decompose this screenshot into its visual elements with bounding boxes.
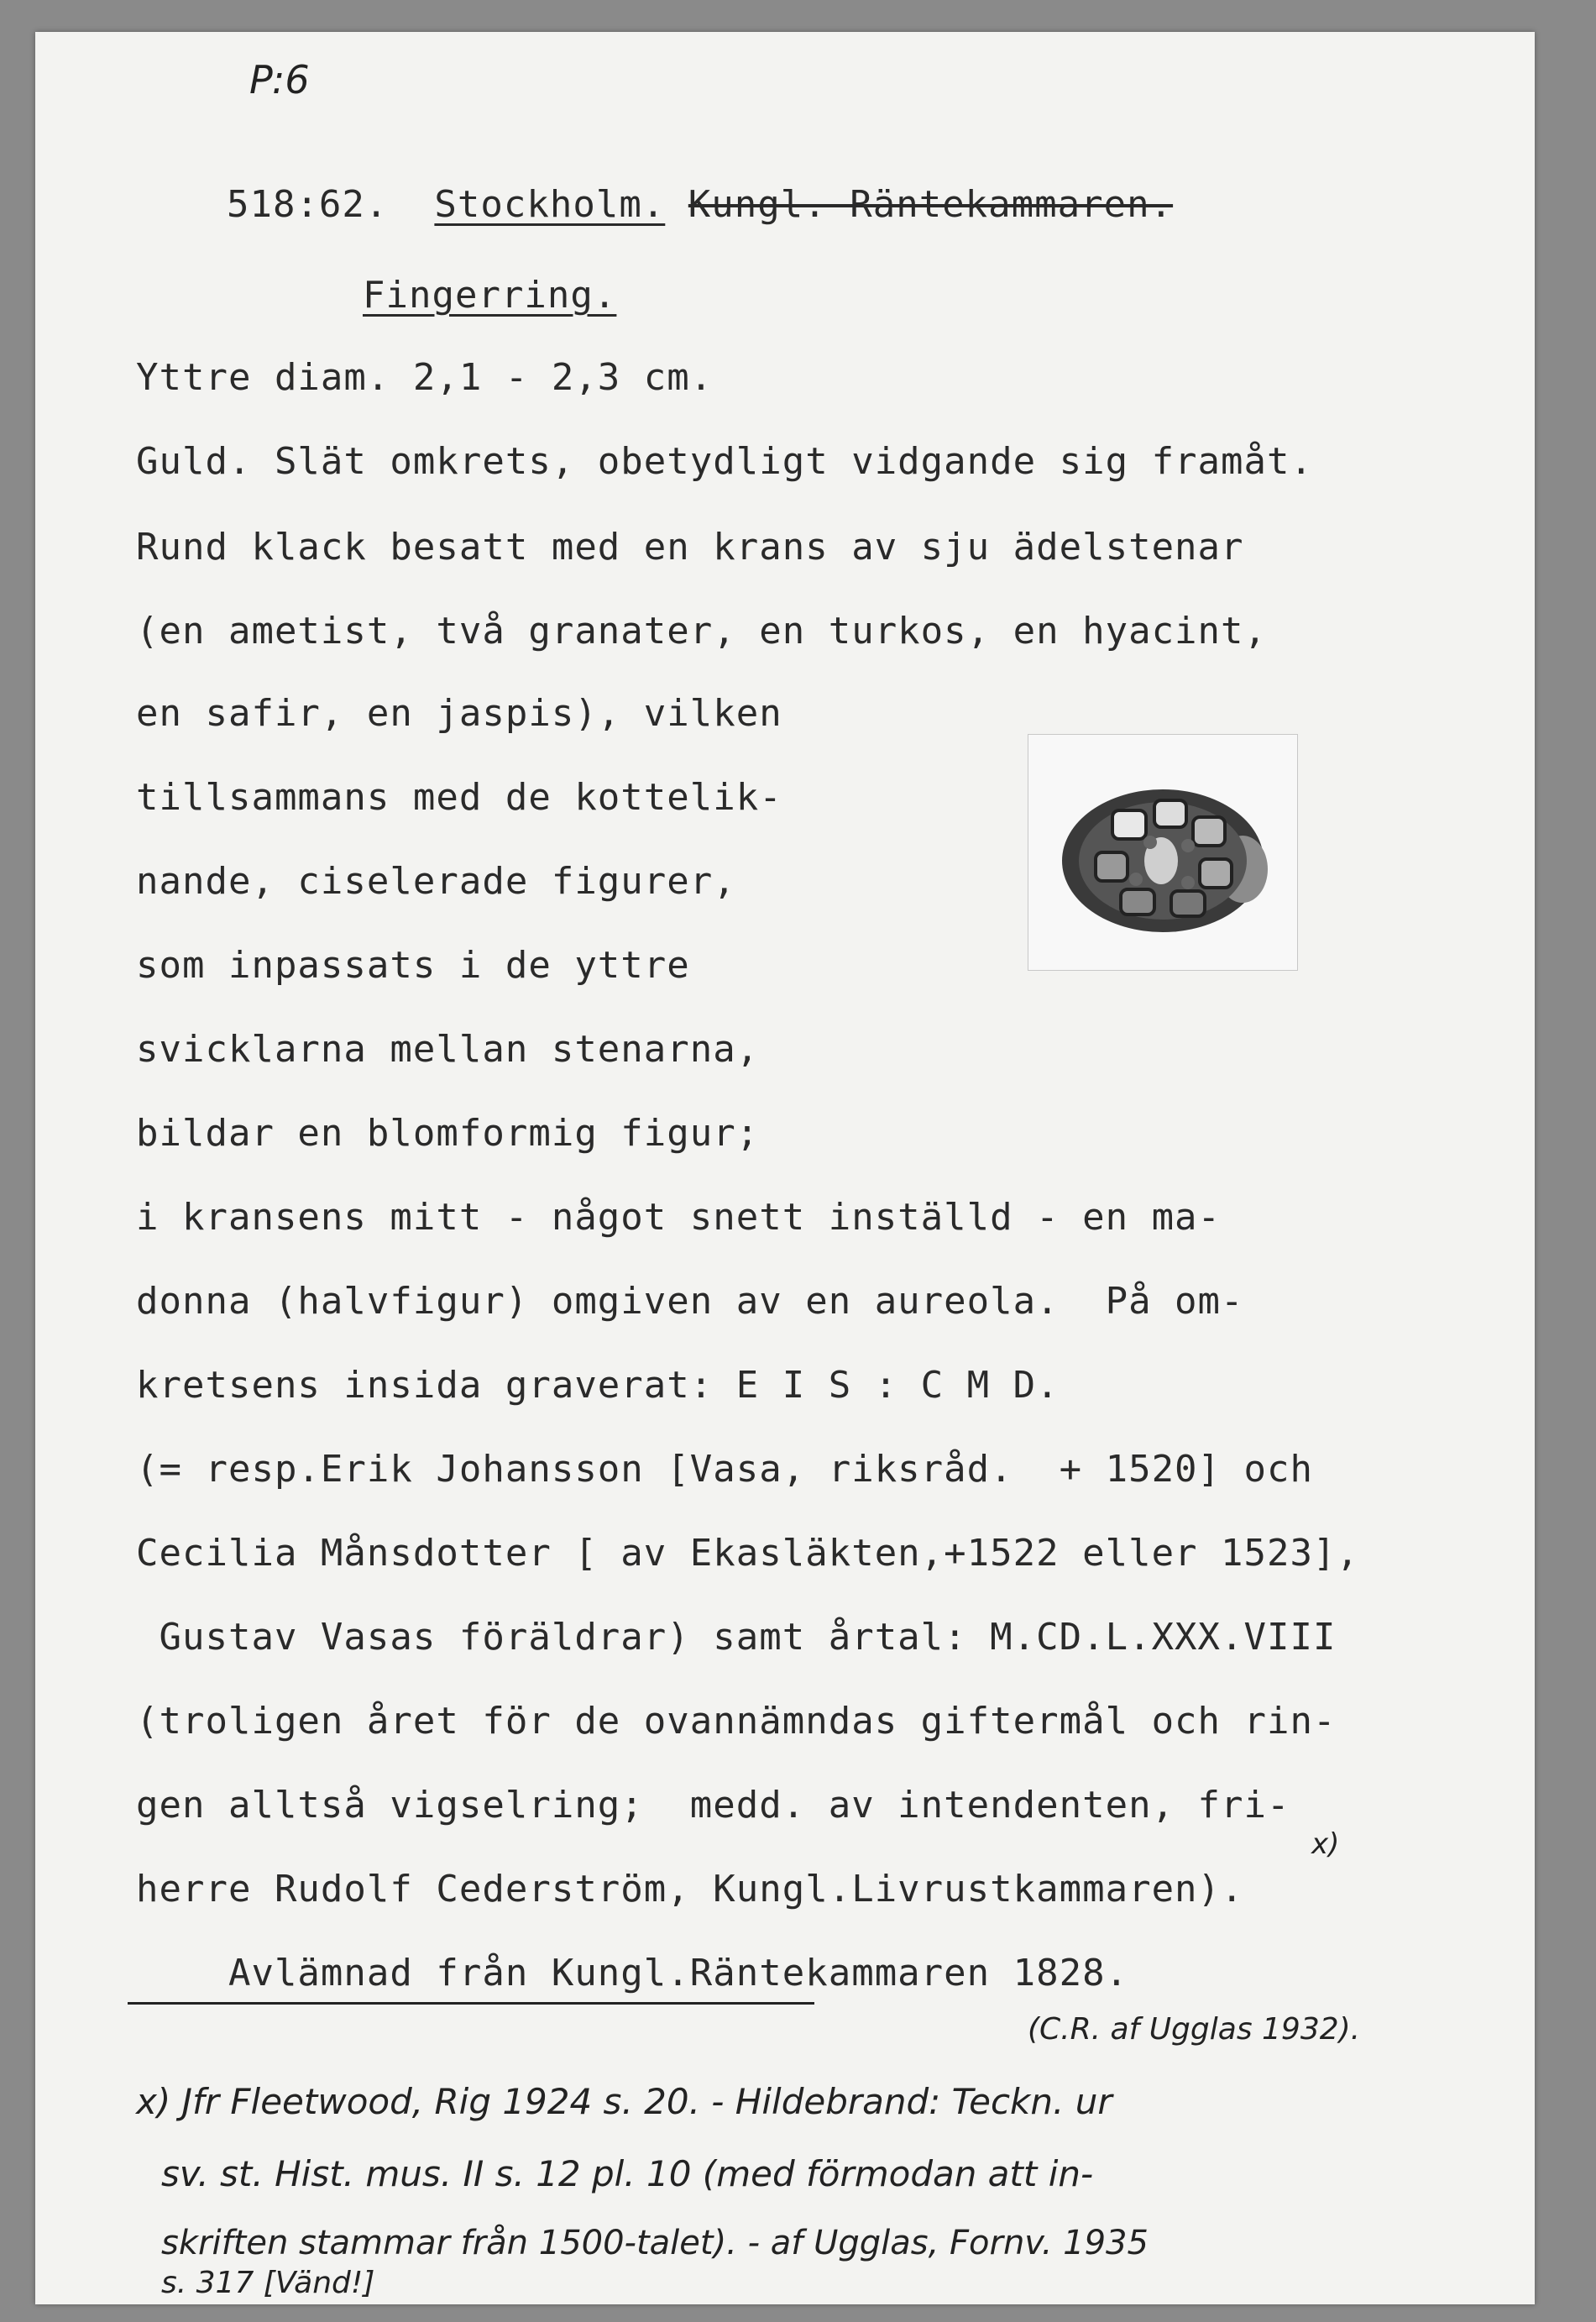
footnote-marker: x) — [1311, 1827, 1340, 1861]
body-line-9: svicklarna mellan stenarna, — [136, 1028, 760, 1071]
footnote-line-1: x) Jfr Fleetwood, Rig 1924 s. 20. - Hildebrand: Teckn. ur — [136, 2081, 1112, 2122]
body-line-19: herre Rudolf Cederström, Kungl.Livrustkammaren). — [136, 1868, 1244, 1911]
body-line-16: Gustav Vasas föräldrar) samt årtal: M.CD.L.XXX.VIII — [136, 1616, 1337, 1659]
body-line-10: bildar en blomformig figur; — [136, 1112, 760, 1155]
body-line-2: Guld. Slät omkrets, obetydligt vidgande sig framåt. — [136, 440, 1314, 483]
body-line-12: donna (halvfigur) omgiven av en aureola. På om- — [136, 1280, 1244, 1323]
place-name: Stockholm. — [434, 183, 666, 226]
handwritten-shelf-mark: P:6 — [249, 57, 310, 102]
body-line-11: i kransens mitt - något snett inställd - en ma- — [136, 1196, 1222, 1239]
object-title: Fingerring. — [363, 274, 617, 317]
body-line-4: (en ametist, två granater, en turkos, en hyacint, — [136, 610, 1268, 653]
ring-image — [1028, 735, 1297, 970]
body-line-15: Cecilia Månsdotter [ av Ekasläkten,+1522 eller 1523], — [136, 1532, 1359, 1575]
separator-rule — [128, 2002, 814, 2005]
header-line — [134, 139, 1173, 270]
body-line-5: en safir, en jaspis), vilken — [136, 692, 782, 735]
footnote-line-3: skriften stammar från 1500-talet). - af Ugglas, Fornv. 1935 — [161, 2224, 1149, 2262]
body-line-8: som inpassats i de yttre — [136, 944, 690, 987]
body-line-20: Avlämnad från Kungl.Räntekammaren 1828. — [136, 1952, 1129, 1994]
body-line-14: (= resp.Erik Johansson [Vasa, riksråd. + 1520] och — [136, 1448, 1314, 1491]
body-line-18: gen alltså vigselring; medd. av intendenten, fri- — [136, 1784, 1290, 1827]
catalog-number: 518:62. — [226, 183, 389, 226]
signature: (C.R. af Ugglas 1932). — [1028, 2012, 1361, 2047]
body-line-17: (troligen året för de ovannämndas giftermål och rin- — [136, 1700, 1337, 1743]
body-line-3: Rund klack besatt med en krans av sju ädelstenar — [136, 526, 1244, 569]
catalog-card — [35, 32, 1535, 2304]
ring-photo — [1028, 734, 1298, 971]
body-line-1: Yttre diam. 2,1 - 2,3 cm. — [136, 356, 714, 399]
body-line-7: nande, ciselerade figurer, — [136, 860, 736, 903]
footnote-line-4: s. 317 [Vänd!] — [161, 2266, 375, 2300]
body-line-6: tillsammans med de kottelik- — [136, 776, 782, 819]
footnote-line-2: sv. st. Hist. mus. II s. 12 pl. 10 (med förmodan att in- — [161, 2153, 1094, 2194]
body-line-13: kretsens insida graverat: E I S : C M D. — [136, 1364, 1060, 1407]
struck-provenance: Kungl. Räntekammaren. — [688, 183, 1174, 226]
